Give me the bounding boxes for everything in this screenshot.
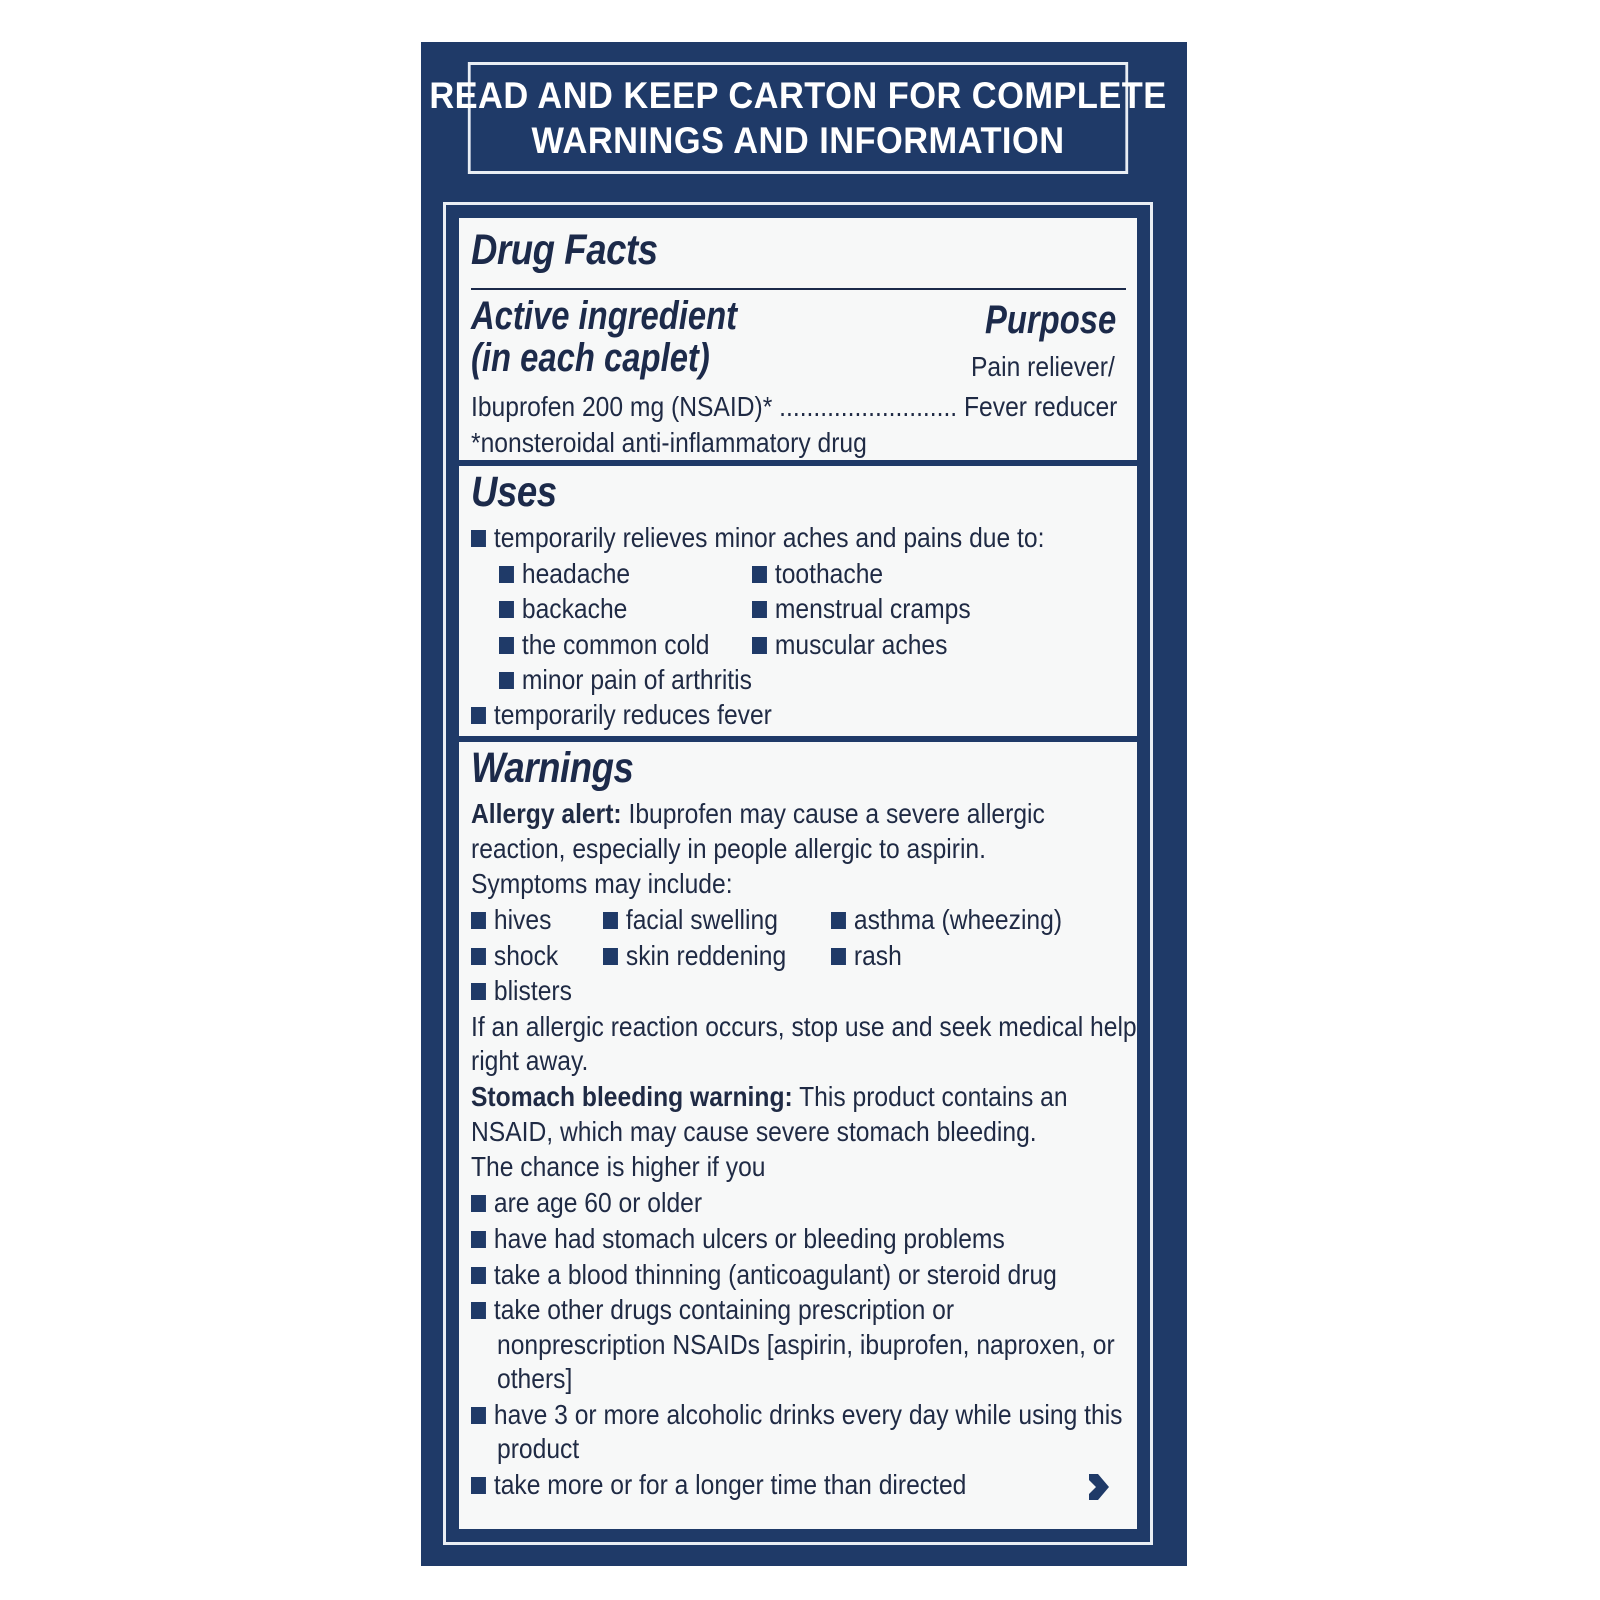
stomach-warning-line-2: NSAID, which may cause severe stomach bleeding. xyxy=(471,1116,1037,1147)
divider-2 xyxy=(459,736,1137,742)
bullet-icon xyxy=(471,707,486,724)
allergy-alert-text: Ibuprofen may cause a severe allergic xyxy=(621,798,1045,829)
bullet-icon xyxy=(471,1407,486,1424)
arrow-right-icon xyxy=(1087,1470,1111,1504)
bullet-icon xyxy=(471,983,486,1000)
uses-intro-text: temporarily relieves minor aches and pains due to: xyxy=(493,522,1045,553)
divider-1 xyxy=(459,460,1137,466)
active-ingredient-section xyxy=(459,290,1137,470)
use-item-text: minor pain of arthritis xyxy=(521,664,752,695)
risk-item xyxy=(471,1222,1005,1256)
use-item xyxy=(499,663,752,697)
use-item xyxy=(752,628,947,662)
symptom-text: asthma (wheezing) xyxy=(853,904,1063,935)
symptom-text: facial swelling xyxy=(625,904,778,935)
use-item-text: headache xyxy=(521,558,631,589)
risk-item-continued: others] xyxy=(497,1363,573,1394)
uses-title: Uses xyxy=(471,468,557,516)
bullet-icon xyxy=(752,637,767,654)
leader-dots: .......................... xyxy=(779,391,958,422)
warnings-title: Warnings xyxy=(471,744,634,792)
risk-text: take more or for a longer time than directed xyxy=(493,1469,967,1500)
risk-item xyxy=(471,1398,1123,1432)
reaction-line-1: If an allergic reaction occurs, stop use and seek medical help xyxy=(471,1011,1137,1042)
bullet-icon xyxy=(831,912,846,929)
symptom-item xyxy=(603,903,778,937)
reaction-line-2: right away. xyxy=(471,1045,589,1076)
risk-item xyxy=(471,1186,702,1220)
bullet-icon xyxy=(471,1231,486,1248)
stomach-warning-label: Stomach bleeding warning: xyxy=(471,1081,793,1112)
symptom-item xyxy=(603,939,786,973)
nsaid-footnote: *nonsteroidal anti-inflammatory drug xyxy=(471,427,867,458)
risk-item xyxy=(471,1258,1057,1292)
bullet-icon xyxy=(752,601,767,618)
bullet-icon xyxy=(499,601,514,618)
stomach-warning-text: This product contains an xyxy=(792,1081,1068,1112)
bullet-icon xyxy=(471,1267,486,1284)
risk-text: have 3 or more alcoholic drinks every day while using this xyxy=(493,1399,1123,1430)
use-fever-text: temporarily reduces fever xyxy=(493,699,772,730)
bullet-icon xyxy=(499,672,514,689)
bullet-icon xyxy=(471,530,486,547)
bullet-icon xyxy=(471,912,486,929)
symptom-item xyxy=(471,939,558,973)
purpose-line-2: Fever reducer xyxy=(964,391,1118,422)
drug-facts-panel xyxy=(453,212,1143,1535)
symptom-item xyxy=(471,974,572,1008)
use-item-text: the common cold xyxy=(521,629,710,660)
use-item-text: muscular aches xyxy=(774,629,948,660)
banner-line-2: WARNINGS AND INFORMATION xyxy=(531,120,1065,161)
use-item-text: toothache xyxy=(774,558,884,589)
active-heading-1: Active ingredient xyxy=(471,294,738,338)
risk-text: take other drugs containing prescription or xyxy=(493,1294,955,1325)
risk-text: take a blood thinning (anticoagulant) or steroid drug xyxy=(493,1259,1057,1290)
bullet-icon xyxy=(831,948,846,965)
risk-item-continued: nonprescription NSAIDs [aspirin, ibuprofen, naproxen, or xyxy=(497,1329,1115,1360)
use-item-text: menstrual cramps xyxy=(774,593,971,624)
bullet-icon xyxy=(471,1477,486,1494)
symptom-text: hives xyxy=(493,904,552,935)
symptom-text: skin reddening xyxy=(625,940,787,971)
use-item xyxy=(499,628,710,662)
bullet-icon xyxy=(752,566,767,583)
purpose-line-1: Pain reliever/ xyxy=(971,351,1115,382)
bullet-icon xyxy=(471,1302,486,1319)
uses-intro xyxy=(471,521,1044,555)
risk-item-continued: product xyxy=(497,1433,580,1464)
warnings-section xyxy=(459,744,1137,1524)
bullet-icon xyxy=(471,948,486,965)
banner-line-1: READ AND KEEP CARTON FOR COMPLETE xyxy=(429,75,1167,116)
risk-text: are age 60 or older xyxy=(493,1187,703,1218)
use-item xyxy=(752,557,883,591)
allergy-alert-label: Allergy alert: xyxy=(471,798,622,829)
symptom-text: blisters xyxy=(493,975,572,1006)
symptom-text: rash xyxy=(853,940,902,971)
use-item xyxy=(499,557,630,591)
use-fever xyxy=(471,698,772,732)
risk-item xyxy=(471,1293,954,1327)
ingredient-name: Ibuprofen 200 mg (NSAID)* xyxy=(471,391,773,422)
bullet-icon xyxy=(471,1195,486,1212)
risk-text: have had stomach ulcers or bleeding problems xyxy=(493,1223,1005,1254)
drug-facts-carton xyxy=(421,42,1187,1566)
symptom-item xyxy=(471,903,551,937)
use-item-text: backache xyxy=(521,593,628,624)
bullet-icon xyxy=(499,637,514,654)
use-item xyxy=(752,592,971,626)
risk-item xyxy=(471,1468,966,1502)
use-item xyxy=(499,592,627,626)
ingredient-line xyxy=(471,390,957,424)
bullet-icon xyxy=(603,912,618,929)
allergy-alert-line-2: reaction, especially in people allergic to aspirin. xyxy=(471,833,986,864)
drug-facts-header xyxy=(459,226,1137,275)
stomach-warning-line-3: The chance is higher if you xyxy=(471,1151,766,1182)
carton-banner xyxy=(429,62,1167,174)
bullet-icon xyxy=(603,948,618,965)
symptoms-intro: Symptoms may include: xyxy=(471,868,733,899)
active-heading-2: (in each caplet) xyxy=(471,336,710,380)
drug-facts-title: Drug Facts xyxy=(471,226,658,274)
stomach-warning-line xyxy=(471,1080,1068,1114)
purpose-heading: Purpose xyxy=(985,298,1117,342)
bullet-icon xyxy=(499,566,514,583)
uses-section xyxy=(459,468,1137,738)
allergy-alert-line xyxy=(471,797,1045,831)
symptom-item xyxy=(831,939,902,973)
symptom-text: shock xyxy=(493,940,559,971)
symptom-item xyxy=(831,903,1062,937)
